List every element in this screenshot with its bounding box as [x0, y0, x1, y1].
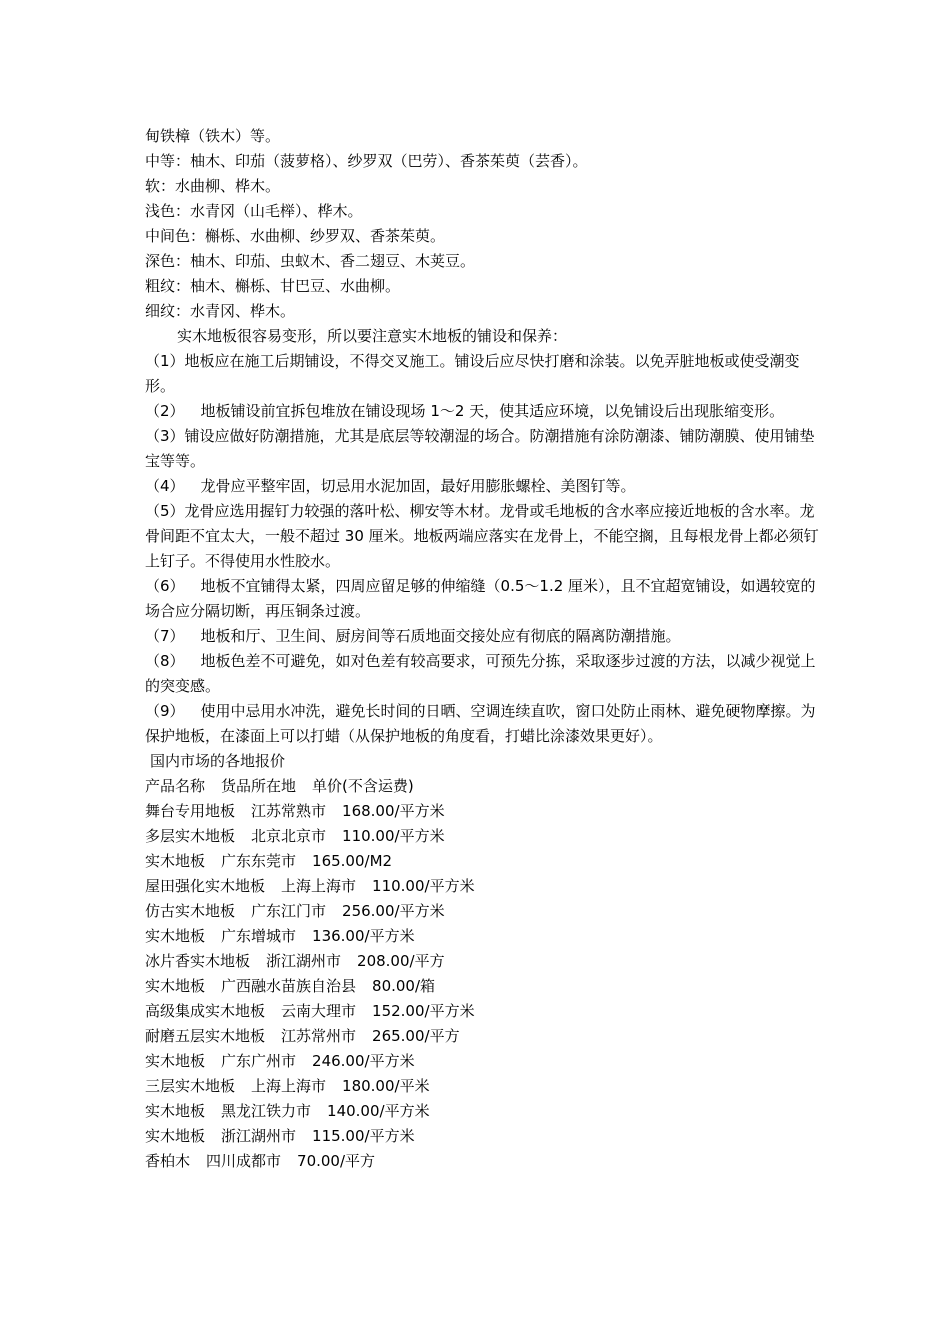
- product-price: 152.00/平方米: [372, 1002, 475, 1020]
- point-item: [145, 499, 825, 574]
- product-price: 80.00/箱: [372, 977, 436, 995]
- point-number: （5）: [145, 502, 185, 520]
- product-location: 广西融水苗族自治县: [221, 977, 357, 995]
- point-item: [145, 424, 825, 474]
- point-number: （9）: [145, 702, 185, 720]
- point-text: 使用中忌用水冲洗，避免长时间的日晒、空调连续直吹，窗口处防止雨林、避免硬物摩擦。为保护地板，在漆面上可以打蜡（从保护地板的角度看，打蜡比涂漆效果更好）。: [145, 702, 816, 745]
- point-item: [145, 649, 825, 699]
- text-line: 中等：柚木、印茄（菠萝格）、纱罗双（巴劳）、香茶茱萸（芸香）。: [145, 152, 588, 170]
- product-name: 高级集成实木地板: [145, 1002, 266, 1020]
- point-number: （6）: [145, 577, 185, 595]
- product-location: 江苏常州市: [281, 1027, 357, 1045]
- product-price: 256.00/平方米: [342, 902, 445, 920]
- product-location: 江苏常熟市: [251, 802, 327, 820]
- header-location: 货品所在地: [221, 777, 297, 795]
- price-row: [145, 974, 825, 999]
- product-name: 实木地板: [145, 977, 206, 995]
- point-item: [145, 624, 825, 649]
- product-name: 实木地板: [145, 927, 206, 945]
- product-location: 广东广州市: [221, 1052, 297, 1070]
- text-line: 软：水曲柳、桦木。: [145, 177, 281, 195]
- product-location: 四川成都市: [206, 1152, 282, 1170]
- product-price: 140.00/平方米: [327, 1102, 430, 1120]
- product-price: 180.00/平米: [342, 1077, 430, 1095]
- product-location: 广东增城市: [221, 927, 297, 945]
- price-row: [145, 924, 825, 949]
- product-name: 舞台专用地板: [145, 802, 236, 820]
- installation-points: [145, 349, 825, 749]
- price-section-title: 国内市场的各地报价: [150, 752, 286, 770]
- product-name: 实木地板: [145, 1127, 206, 1145]
- price-row: [145, 949, 825, 974]
- point-text: 地板不宜铺得太紧，四周应留足够的伸缩缝（0.5～1.2 厘米），且不宜超宽铺设，如遇较宽的场合应分隔切断，再压铜条过渡。: [145, 577, 816, 620]
- product-price: 165.00/M2: [312, 852, 393, 870]
- text-line: 粗纹：柚木、槲栎、甘巴豆、水曲柳。: [145, 277, 401, 295]
- header-price: 单价(不含运费): [312, 777, 414, 795]
- point-text: 龙骨应选用握钉力较强的落叶松、柳安等木材。龙骨或毛地板的含水率应接近地板的含水率。龙骨间距不宜太大，一般不超过 30 厘米。地板两端应落实在龙骨上，不能空搁，且每根龙骨上都必须钉上钉子。不得使用水性胶水。: [145, 502, 819, 570]
- product-location: 浙江湖州市: [221, 1127, 297, 1145]
- product-location: 上海上海市: [281, 877, 357, 895]
- point-text: 铺设应做好防潮措施，尤其是底层等较潮湿的场合。防潮措施有涂防潮漆、铺防潮膜、使用铺垫宝等等。: [145, 427, 815, 470]
- product-price: 70.00/平方: [297, 1152, 376, 1170]
- text-line: 中间色：槲栎、水曲柳、纱罗双、香茶茱萸。: [145, 227, 446, 245]
- price-row: [145, 999, 825, 1024]
- price-row: [145, 1149, 825, 1174]
- price-row: [145, 799, 825, 824]
- product-name: 实木地板: [145, 1102, 206, 1120]
- text-line: 细纹：水青冈、桦木。: [145, 302, 296, 320]
- point-text: 龙骨应平整牢固，切忌用水泥加固，最好用膨胀螺栓、美图钉等。: [200, 477, 636, 495]
- point-item: [145, 699, 825, 749]
- price-row: [145, 824, 825, 849]
- price-table: [145, 799, 825, 1174]
- product-price: 115.00/平方米: [312, 1127, 415, 1145]
- point-number: （1）: [145, 352, 185, 370]
- intro-paragraph: 实木地板很容易变形，所以要注意实木地板的铺设和保养：: [177, 327, 568, 345]
- product-name: 香柏木: [145, 1152, 191, 1170]
- product-location: 北京北京市: [251, 827, 327, 845]
- point-text: 地板应在施工后期铺设，不得交叉施工。铺设后应尽快打磨和涂装。以免弄脏地板或使受潮变形。: [145, 352, 800, 395]
- price-row: [145, 1074, 825, 1099]
- price-row: [145, 1049, 825, 1074]
- price-row: [145, 1024, 825, 1049]
- price-row: [145, 1124, 825, 1149]
- product-name: 屋田强化实木地板: [145, 877, 266, 895]
- product-price: 246.00/平方米: [312, 1052, 415, 1070]
- point-number: （3）: [145, 427, 185, 445]
- product-price: 168.00/平方米: [342, 802, 445, 820]
- header-name: 产品名称: [145, 777, 206, 795]
- price-row: [145, 1099, 825, 1124]
- product-name: 多层实木地板: [145, 827, 236, 845]
- point-number: （8）: [145, 652, 185, 670]
- product-location: 黑龙江铁力市: [221, 1102, 312, 1120]
- price-row: [145, 899, 825, 924]
- point-number: （2）: [145, 402, 185, 420]
- point-text: 地板色差不可避免，如对色差有较高要求，可预先分拣，采取逐步过渡的方法，以减少视觉上的突变感。: [145, 652, 816, 695]
- point-number: （4）: [145, 477, 185, 495]
- product-price: 265.00/平方: [372, 1027, 460, 1045]
- product-name: 冰片香实木地板: [145, 952, 251, 970]
- product-location: 广东江门市: [251, 902, 327, 920]
- text-line: 浅色：水青冈（山毛榉）、桦木。: [145, 202, 363, 220]
- product-price: 110.00/平方米: [372, 877, 475, 895]
- text-line: 深色：柚木、印茄、虫蚁木、香二翅豆、木荚豆。: [145, 252, 476, 270]
- text-line: 甸铁樟（铁木）等。: [145, 127, 281, 145]
- product-location: 浙江湖州市: [266, 952, 342, 970]
- product-price: 208.00/平方: [357, 952, 445, 970]
- point-text: 地板铺设前宜拆包堆放在铺设现场 1～2 天，使其适应环境，以免铺设后出现胀缩变形。: [200, 402, 785, 420]
- point-number: （7）: [145, 627, 185, 645]
- point-item: [145, 399, 825, 424]
- product-location: 云南大理市: [281, 1002, 357, 1020]
- product-price: 136.00/平方米: [312, 927, 415, 945]
- price-table-header: [145, 774, 825, 799]
- point-item: [145, 349, 825, 399]
- product-location: 上海上海市: [251, 1077, 327, 1095]
- document-page: [145, 124, 825, 1174]
- product-location: 广东东莞市: [221, 852, 297, 870]
- point-item: [145, 574, 825, 624]
- product-name: 实木地板: [145, 1052, 206, 1070]
- point-text: 地板和厅、卫生间、厨房间等石质地面交接处应有彻底的隔离防潮措施。: [200, 627, 681, 645]
- product-name: 仿古实木地板: [145, 902, 236, 920]
- product-price: 110.00/平方米: [342, 827, 445, 845]
- product-name: 耐磨五层实木地板: [145, 1027, 266, 1045]
- wood-classification: [145, 124, 825, 324]
- point-item: [145, 474, 825, 499]
- product-name: 实木地板: [145, 852, 206, 870]
- price-row: [145, 849, 825, 874]
- product-name: 三层实木地板: [145, 1077, 236, 1095]
- price-row: [145, 874, 825, 899]
